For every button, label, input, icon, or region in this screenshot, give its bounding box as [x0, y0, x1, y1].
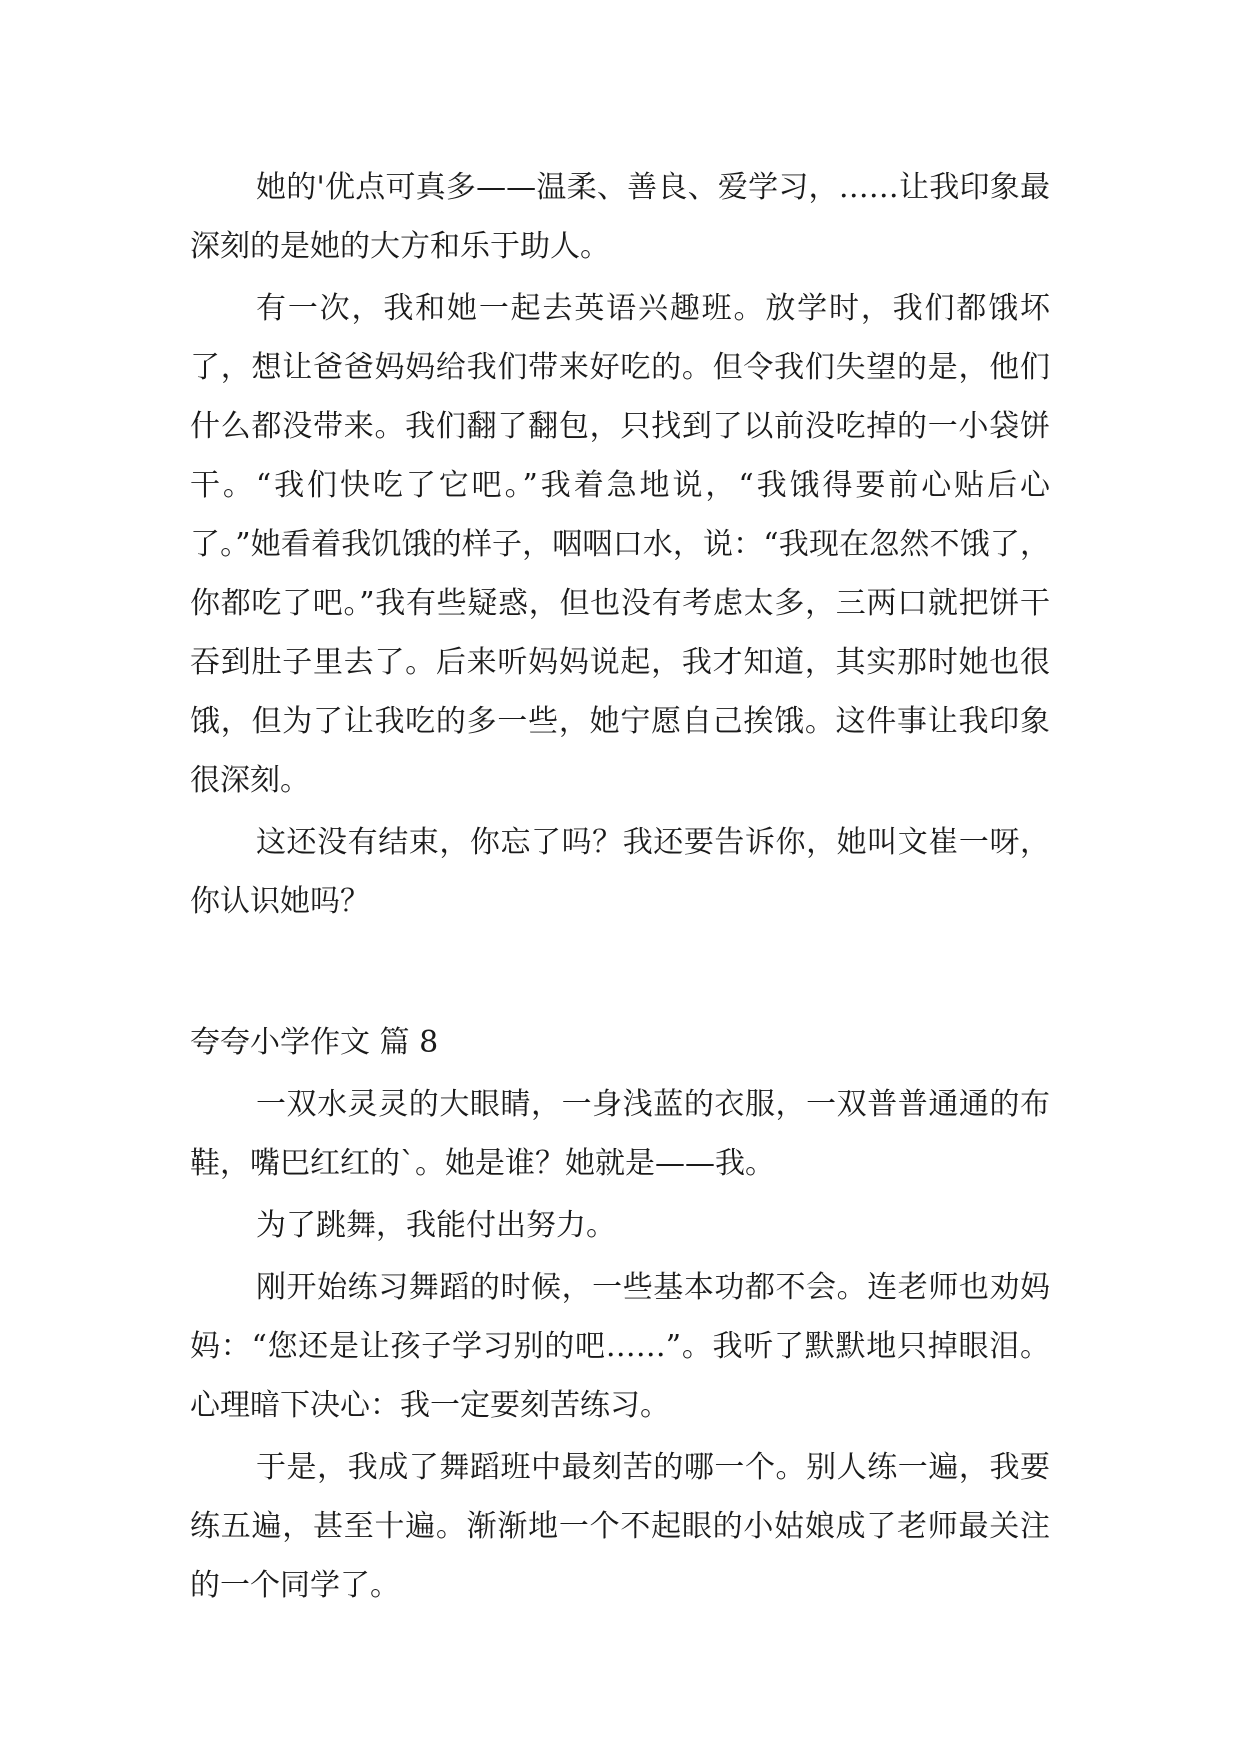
- paragraph: 这还没有结束，你忘了吗？我还要告诉你，她叫文崔一呀，你认识她吗？: [190, 825, 1050, 919]
- paragraph: 为了跳舞，我能付出努力。: [256, 1208, 616, 1243]
- paragraph: 有一次，我和她一起去英语兴趣班。放学时，我们都饿坏了，想让爸爸妈妈给我们带来好吃的。但令我们失望的是，他们什么都没带来。我们翻了翻包，只找到了以前没吃掉的一小袋饼干。“我们快吃了它吧。”我着急地说，“我饿得要前心贴后心了。”她看着我饥饿的样子，咽咽口水，说：“我现在忽然不饿了，你都吃了吧。”我有些疑惑，但也没有考虑太多，三两口就把饼干吞到肚子里去了。后来听妈妈说起，我才知道，其实那时她也很饿，但为了让我吃的多一些，她宁愿自己挨饿。这件事让我印象很深刻。: [190, 291, 1050, 798]
- paragraph: 刚开始练习舞蹈的时候，一些基本功都不会。连老师也劝妈妈：“您还是让孩子学习别的吧……”。我听了默默地只掉眼泪。心理暗下决心：我一定要刻苦练习。: [190, 1270, 1050, 1423]
- paragraph: 一双水灵灵的大眼睛，一身浅蓝的衣服，一双普普通通的布鞋，嘴巴红红的`。她是谁？她就是——我。: [190, 1087, 1050, 1181]
- document-body: [190, 158, 1050, 1618]
- section-title: 夸夸小学作文 篇 8: [190, 1025, 439, 1060]
- paragraph: 于是，我成了舞蹈班中最刻苦的哪一个。别人练一遍，我要练五遍，甚至十遍。渐渐地一个不起眼的小姑娘成了老师最关注的一个同学了。: [190, 1450, 1050, 1603]
- paragraph: 她的'优点可真多——温柔、善良、爱学习，……让我印象最深刻的是她的大方和乐于助人。: [190, 170, 1050, 264]
